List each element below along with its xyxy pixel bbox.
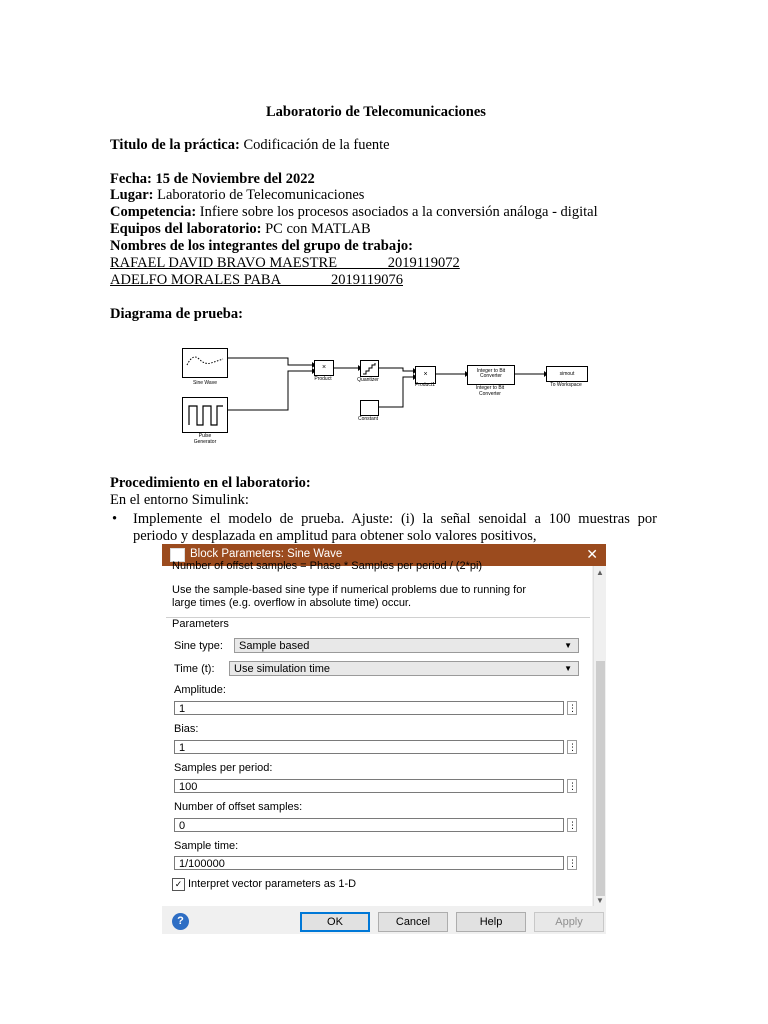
place-line	[110, 187, 364, 204]
pulse-wave-icon	[183, 398, 227, 432]
practice-value: Codificación de la fuente	[239, 137, 390, 153]
pulse-generator-label-2: Generator	[193, 439, 217, 445]
sine-type-select[interactable]	[234, 638, 579, 653]
competence-line	[110, 204, 598, 221]
sine-wave-label: Sine Wave	[193, 380, 217, 386]
close-icon[interactable]: ✕	[586, 546, 598, 562]
competence-value: Infiere sobre los procesos asociados a la conversión análoga - digital	[196, 204, 598, 220]
description-line-1: Use the sample-based sine type if numerical problems due to running for	[172, 584, 527, 596]
pulse-generator-block[interactable]	[182, 397, 228, 433]
sine-type-label: Sine type:	[174, 640, 223, 652]
product1-label: Product1	[414, 382, 435, 388]
product1-block[interactable]: ×	[415, 366, 436, 384]
integer-to-bit-label-2: Converter	[479, 391, 501, 397]
diagram-heading: Diagrama de prueba:	[110, 306, 243, 322]
check-icon: ✓	[174, 879, 183, 889]
offset-samples-more-button[interactable]: ⋮	[568, 820, 577, 830]
equipment-line	[110, 221, 371, 238]
integer-to-bit-block[interactable]	[467, 365, 515, 385]
product-block[interactable]: ×	[314, 360, 334, 376]
bullet-line-2: periodo y desplazada en amplitud para obtener solo valores positivos,	[133, 528, 537, 544]
member-1: RAFAEL DAVID BRAVO MAESTRE 2019119072	[110, 255, 460, 271]
block-parameters-dialog	[162, 544, 606, 934]
ok-button[interactable]: OK	[300, 912, 370, 932]
integer-to-bit-inner-1: Integer to Bit	[476, 368, 506, 374]
document-title: Laboratorio de Telecomunicaciones	[266, 104, 486, 120]
sine-wave-block[interactable]	[182, 348, 228, 378]
integer-to-bit-inner-2: Converter	[480, 373, 502, 379]
sine-type-value: Sample based	[239, 640, 310, 652]
date-line: Fecha: 15 de Noviembre del 2022	[110, 171, 315, 187]
place-label: Lugar:	[110, 187, 154, 203]
diagram-wires	[178, 338, 598, 446]
bias-more-button[interactable]: ⋮	[568, 742, 577, 752]
to-workspace-block[interactable]: simout	[546, 366, 588, 382]
sine-wave-icon	[183, 349, 227, 377]
bias-label: Bias:	[174, 723, 199, 735]
bullet-marker: •	[112, 511, 118, 527]
constant-label: Constant	[357, 416, 378, 422]
constant-block[interactable]	[360, 400, 379, 416]
scroll-up-icon[interactable]: ▲	[596, 568, 604, 577]
equipment-value: PC con MATLAB	[261, 221, 371, 237]
cancel-button[interactable]: Cancel	[378, 912, 448, 932]
description-line-2: large times (e.g. overflow in absolute time) occur.	[172, 597, 412, 609]
help-button[interactable]: Help	[456, 912, 526, 932]
members-heading: Nombres de los integrantes del grupo de trabajo:	[110, 238, 414, 254]
quantizer-label: Quantizer	[357, 377, 379, 383]
amplitude-label: Amplitude:	[174, 684, 226, 696]
help-icon[interactable]: ?	[172, 913, 189, 930]
simulink-diagram	[178, 338, 598, 446]
parameters-heading: Parameters	[172, 618, 229, 630]
staircase-icon	[361, 361, 378, 376]
sample-time-more-button[interactable]: ⋮	[568, 858, 577, 868]
scroll-down-icon[interactable]: ▼	[596, 896, 604, 905]
bullet-line-1: Implemente el modelo de prueba. Ajuste: (i) la señal senoidal a 100 muestras por	[133, 511, 657, 527]
chevron-down-icon: ▼	[564, 641, 572, 650]
amplitude-more-button[interactable]: ⋮	[568, 703, 577, 713]
samples-per-period-input[interactable]: 100	[174, 779, 564, 793]
parameters-divider	[166, 617, 590, 618]
offset-samples-label: Number of offset samples:	[174, 801, 303, 813]
place-value: Laboratorio de Telecomunicaciones	[153, 187, 365, 203]
product-label: Product	[314, 376, 332, 382]
samples-per-period-label: Samples per period:	[174, 762, 273, 774]
equipment-label: Equipos del laboratorio:	[110, 221, 262, 237]
chevron-down-icon: ▼	[564, 664, 572, 673]
integer-to-bit-label-1: Integer to Bit	[475, 385, 505, 391]
to-workspace-label: To Workspace	[550, 382, 582, 388]
quantizer-block[interactable]	[360, 360, 379, 377]
dialog-content	[162, 560, 592, 906]
practice-label: Titulo de la práctica:	[110, 137, 240, 153]
interpret-vector-checkbox[interactable]	[172, 878, 185, 891]
dialog-scrollbar[interactable]	[593, 566, 606, 906]
offset-samples-input[interactable]: 0	[174, 818, 564, 832]
practice-line	[110, 137, 390, 154]
time-select[interactable]	[229, 661, 579, 676]
competence-label: Competencia:	[110, 204, 197, 220]
time-value: Use simulation time	[234, 663, 330, 675]
apply-button[interactable]: Apply	[534, 912, 604, 932]
samples-per-period-more-button[interactable]: ⋮	[568, 781, 577, 791]
sample-time-label: Sample time:	[174, 840, 239, 852]
scrollbar-thumb[interactable]	[596, 661, 605, 896]
member-2: ADELFO MORALES PABA 2019119076	[110, 272, 403, 288]
pulse-generator-label-1: Pulse	[198, 433, 212, 439]
amplitude-input[interactable]: 1	[174, 701, 564, 715]
procedure-heading: Procedimiento en el laboratorio:	[110, 475, 311, 491]
interpret-vector-label: Interpret vector parameters as 1-D	[188, 878, 357, 890]
bias-input[interactable]: 1	[174, 740, 564, 754]
cut-off-text: Number of offset samples = Phase * Samples per period / (2*pi)	[172, 560, 483, 572]
time-label: Time (t):	[174, 663, 215, 675]
sample-time-input[interactable]: 1/100000	[174, 856, 564, 870]
environment-line: En el entorno Simulink:	[110, 492, 249, 508]
dialog-title: Block Parameters: Sine Wave	[190, 548, 343, 560]
